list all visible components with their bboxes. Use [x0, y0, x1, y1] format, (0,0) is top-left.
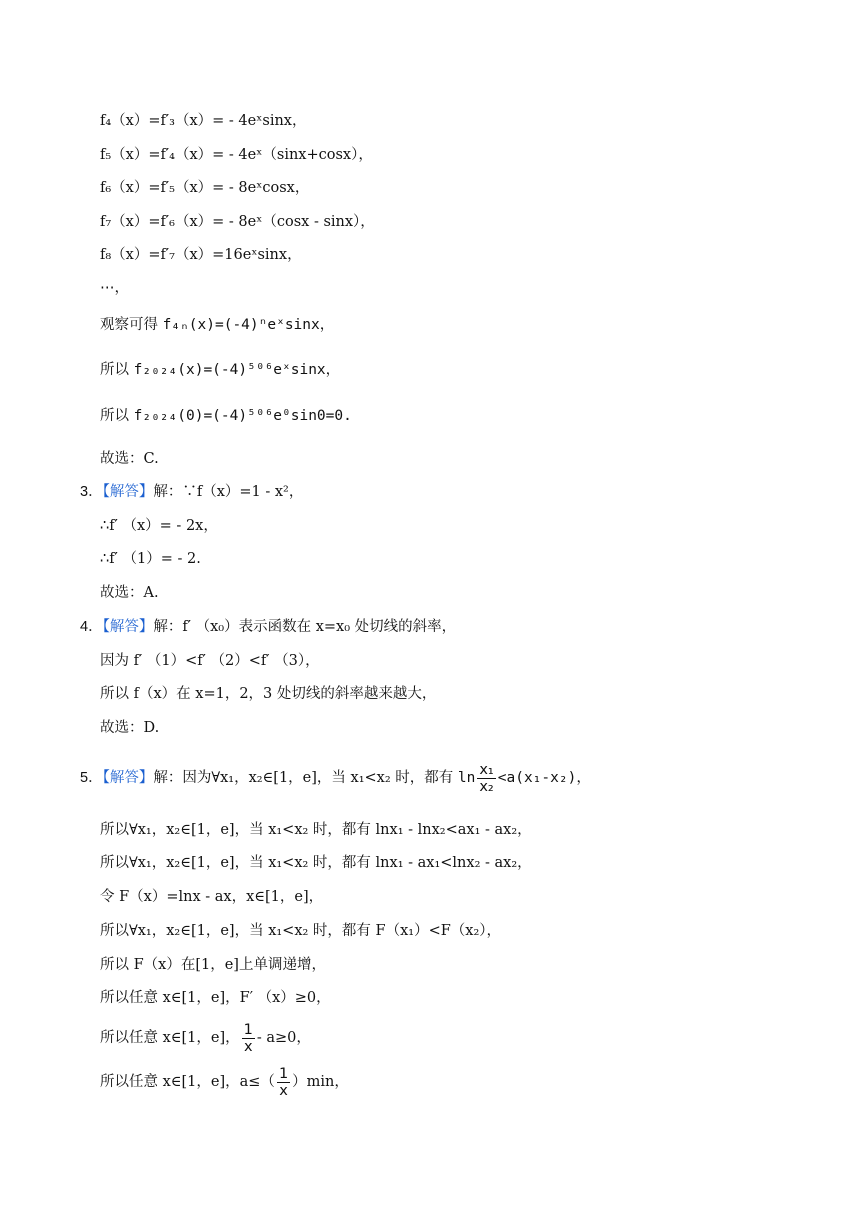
q5-line1 [80, 758, 591, 798]
so2-prefix: 所以 [100, 408, 129, 424]
q5-line9-frac-den: x [279, 1082, 288, 1099]
line-f6: f₆（x）=f′₅（x）= - 8eˣcosx， [100, 180, 310, 196]
q5-fraction [477, 762, 495, 795]
so1-prefix: 所以 [100, 362, 129, 378]
q5-line8-fraction [242, 1022, 255, 1055]
q5-ln: ln [457, 770, 476, 786]
q5-frac-num: x₁ [479, 761, 494, 778]
answer-q2: 故选：C. [100, 451, 159, 467]
line-observe [100, 315, 334, 335]
q5-line9 [100, 1062, 349, 1102]
q4-solution-tag: 【解答】 [102, 619, 154, 635]
so2-formula: f₂₀₂₄(0)=(-4)⁵⁰⁶e⁰sin0=0. [133, 408, 352, 424]
q3-text1: 解：∵f（x）=1 - x²， [153, 484, 304, 500]
q4-line2: 因为 f′ （1）<f′ （2）<f′ （3）， [100, 653, 320, 669]
q4-text1: 解：f′ （x₀）表示函数在 x=x₀ 处切线的斜率， [153, 619, 457, 635]
q3-solution-tag: 【解答】 [102, 484, 154, 500]
q4-line1 [80, 617, 456, 637]
answer-q4: 故选：D. [100, 720, 160, 736]
q5-line8-tail: - a≥0， [256, 1030, 311, 1046]
so1-formula: f₂₀₂₄(x)=(-4)⁵⁰⁶eˣsinx， [133, 362, 341, 378]
q3-line3: ∴f′ （1）= - 2. [100, 551, 201, 567]
q5-frac-den: x₂ [479, 778, 494, 795]
q3-line1 [80, 482, 303, 502]
q5-line2: 所以∀x₁，x₂∈[1，e]，当 x₁<x₂ 时，都有 lnx₁ - lnx₂<ax₁ - ax₂， [100, 822, 532, 838]
q5-text1: 解：因为∀x₁，x₂∈[1，e]，当 x₁<x₂ 时，都有 [153, 770, 454, 786]
line-ellipsis: ⋯， [100, 280, 129, 296]
q3-number: 3． [80, 484, 103, 500]
q5-solution-tag: 【解答】 [102, 770, 154, 786]
line-f4: f₄（x）=f′₃（x）= - 4eˣsinx， [100, 113, 307, 129]
q5-line9-tail: ）min， [292, 1074, 349, 1090]
q5-line9-prefix: 所以任意 x∈[1，e]，a≤（ [100, 1074, 275, 1090]
q3-line2: ∴f′ （x）= - 2x， [100, 518, 218, 534]
q5-line8-prefix: 所以任意 x∈[1，e]， [100, 1030, 240, 1046]
q5-line9-fraction [277, 1066, 290, 1099]
line-so2 [100, 406, 352, 426]
q5-line8-frac-num: 1 [243, 1021, 253, 1038]
q5-line8-frac-den: x [243, 1038, 253, 1055]
q5-line8 [100, 1018, 311, 1058]
q5-line3: 所以∀x₁，x₂∈[1，e]，当 x₁<x₂ 时，都有 lnx₁ - ax₁<lnx₂ - ax₂， [100, 855, 532, 871]
q4-line3: 所以 f（x）在 x=1，2，3 处切线的斜率越来越大， [100, 686, 437, 702]
line-f8: f₈（x）=f′₇（x）=16eˣsinx， [100, 247, 302, 263]
q5-inequality-tail: <a(x₁-x₂)， [497, 770, 591, 786]
answer-q3: 故选：A. [100, 585, 159, 601]
q5-line6: 所以 F（x）在[1，e]上单调递增， [100, 957, 326, 973]
q5-line4: 令 F（x）=lnx - ax，x∈[1，e]， [100, 889, 324, 905]
line-so1 [100, 360, 340, 380]
q5-number: 5． [80, 770, 103, 786]
q4-number: 4． [80, 619, 103, 635]
q5-line9-frac-num: 1 [278, 1065, 289, 1082]
observe-formula: f₄ₙ(x)=(-4)ⁿeˣsinx， [162, 317, 335, 333]
q5-line5: 所以∀x₁，x₂∈[1，e]，当 x₁<x₂ 时，都有 F（x₁）<F（x₂）， [100, 923, 502, 939]
line-f5: f₅（x）=f′₄（x）= - 4eˣ（sinx+cosx）， [100, 147, 373, 163]
observe-prefix: 观察可得 [100, 317, 158, 333]
q5-line7: 所以任意 x∈[1，e]，F′ （x）≥0， [100, 990, 331, 1006]
line-f7: f₇（x）=f′₆（x）= - 8eˣ（cosx - sinx）， [100, 214, 375, 230]
